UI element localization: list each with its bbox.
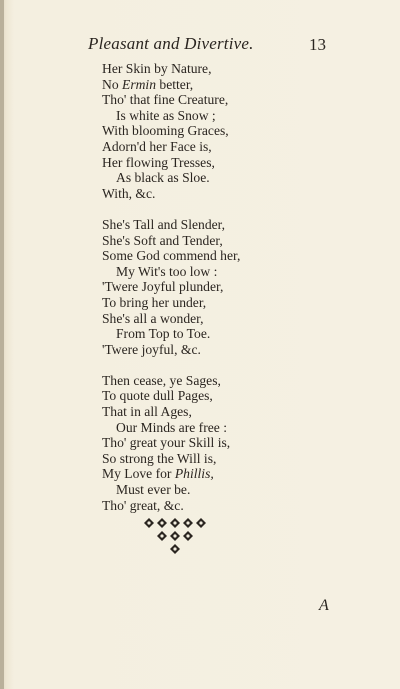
verse-text: Is white as Snow ; <box>116 107 216 123</box>
fleuron-icon <box>144 518 154 528</box>
fleuron-icon <box>183 531 193 541</box>
running-head-title: Pleasant and Divertive. <box>88 34 254 53</box>
fleuron-icon <box>157 518 167 528</box>
verse-text: My Wit's too low : <box>116 263 218 279</box>
verse-line <box>102 404 240 420</box>
verse-text: Tho' great, &c. <box>102 497 184 513</box>
verse-line <box>102 435 240 451</box>
fleuron-icon <box>157 531 167 541</box>
verse-line <box>102 451 240 467</box>
verse-text: That in all Ages, <box>102 404 192 420</box>
verse-text: Her Skin by Nature, <box>102 61 212 76</box>
verse-text: Then cease, ye Sages, <box>102 372 221 388</box>
verse-text: To quote dull Pages, <box>102 388 213 404</box>
verse-line <box>102 61 240 77</box>
verse-text: To bring her under, <box>102 294 207 310</box>
verse-line <box>102 311 240 327</box>
verse-line <box>102 388 240 404</box>
verse-line <box>102 123 240 139</box>
verse-text: 'Twere Joyful plunder, <box>102 279 224 295</box>
fleuron-ornament-icon <box>142 516 208 558</box>
verse-line <box>102 279 240 295</box>
verse-line <box>102 498 240 514</box>
verse-text: Our Minds are free : <box>116 419 227 435</box>
page-gutter <box>0 0 4 689</box>
italic-word: Ermin <box>122 76 156 92</box>
verse-text: She's all a wonder, <box>102 310 204 326</box>
verse-line <box>102 217 240 233</box>
stanza <box>102 61 240 201</box>
verse-line <box>102 248 240 264</box>
verse-text: She's Soft and Tender, <box>102 232 223 248</box>
fleuron-icon <box>170 518 180 528</box>
verse-text: Tho' great your Skill is, <box>102 435 231 451</box>
verse-text: So strong the Will is, <box>102 450 217 466</box>
verse-text: With, &c. <box>102 185 156 201</box>
verse-text: Adorn'd her Face is, <box>102 138 212 154</box>
verse-line <box>102 466 240 482</box>
verse-text: better, <box>156 76 194 92</box>
verse-text: She's Tall and Slender, <box>102 216 226 232</box>
verse-line <box>102 373 240 389</box>
verse-text: As black as Sloe. <box>116 170 210 186</box>
verse-line <box>102 155 240 171</box>
fleuron-icon <box>183 518 193 528</box>
verse-text: From Top to Toe. <box>116 326 211 342</box>
verse-line <box>102 264 240 280</box>
verse-line <box>102 186 240 202</box>
verse-line <box>102 420 240 436</box>
fleuron-icon <box>196 518 206 528</box>
verse-line <box>102 77 240 93</box>
fleuron-icon <box>170 531 180 541</box>
verse-text: Her flowing Tresses, <box>102 154 215 170</box>
italic-word: Phillis, <box>174 466 214 482</box>
verse-line <box>102 326 240 342</box>
verse-text: No <box>102 76 123 92</box>
signature-mark: A <box>319 597 329 614</box>
verse-line <box>102 482 240 498</box>
verse-text: My Love for <box>102 466 175 482</box>
verse-text: Some God commend her, <box>102 248 241 264</box>
stanza <box>102 217 240 357</box>
verse-line <box>102 295 240 311</box>
verse-line <box>102 170 240 186</box>
verse-text: Must ever be. <box>116 482 191 498</box>
verse-text: 'Twere joyful, &c. <box>102 341 201 357</box>
verse-text: Tho' that fine Creature, <box>102 92 229 108</box>
verse-text: With blooming Graces, <box>102 123 229 139</box>
verse-line <box>102 342 240 358</box>
verse-line <box>102 139 240 155</box>
fleuron-icon <box>170 544 180 554</box>
verse-line <box>102 108 240 124</box>
page-number: 13 <box>309 35 326 54</box>
stanza <box>102 373 240 513</box>
verse-line <box>102 233 240 249</box>
verse-line <box>102 92 240 108</box>
poem-text <box>102 61 240 513</box>
